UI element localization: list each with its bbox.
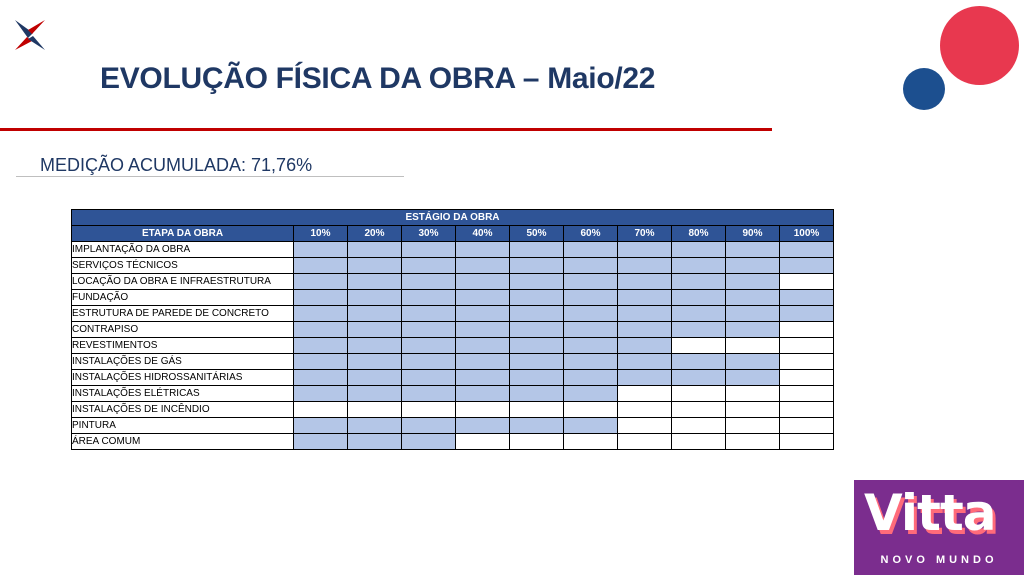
table-row — [72, 258, 834, 274]
progress-cell-done — [726, 354, 780, 370]
progress-cell-done — [348, 386, 402, 402]
progress-cell-done — [294, 418, 348, 434]
progress-cell-done — [672, 354, 726, 370]
progress-cell-done — [510, 274, 564, 290]
progress-cell-done — [780, 242, 834, 258]
progress-cell-done — [510, 386, 564, 402]
progress-cell-empty — [780, 418, 834, 434]
accumulated-measurement: MEDIÇÃO ACUMULADA: 71,76% — [40, 155, 313, 175]
progress-cell-done — [294, 274, 348, 290]
progress-cell-done — [780, 290, 834, 306]
progress-cell-done — [294, 338, 348, 354]
progress-cell-done — [564, 338, 618, 354]
progress-cell-done — [294, 242, 348, 258]
progress-cell-done — [672, 370, 726, 386]
progress-cell-done — [402, 354, 456, 370]
page-title: EVOLUÇÃO FÍSICA DA OBRA – Maio/22 — [100, 62, 656, 95]
progress-cell-empty — [726, 386, 780, 402]
progress-cell-done — [510, 354, 564, 370]
progress-cell-empty — [726, 434, 780, 450]
progress-cell-done — [564, 370, 618, 386]
progress-cell-empty — [780, 338, 834, 354]
table-row — [72, 322, 834, 338]
progress-cell-done — [402, 370, 456, 386]
progress-cell-done — [564, 386, 618, 402]
progress-cell-done — [294, 434, 348, 450]
progress-cell-done — [348, 338, 402, 354]
progress-cell-done — [402, 386, 456, 402]
progress-cell-done — [456, 242, 510, 258]
progress-cell-empty — [510, 434, 564, 450]
progress-cell-done — [564, 290, 618, 306]
progress-cell-done — [456, 290, 510, 306]
stage-column-header: 50% — [510, 226, 564, 242]
progress-cell-done — [672, 274, 726, 290]
progress-cell-empty — [294, 402, 348, 418]
progress-cell-done — [294, 290, 348, 306]
progress-cell-empty — [618, 402, 672, 418]
progress-cell-done — [456, 338, 510, 354]
progress-cell-done — [726, 370, 780, 386]
decorative-circle-red — [940, 6, 1019, 85]
progress-cell-done — [726, 306, 780, 322]
progress-cell-empty — [780, 370, 834, 386]
progress-cell-done — [510, 418, 564, 434]
progress-cell-empty — [780, 386, 834, 402]
etapa-label: IMPLANTAÇÃO DA OBRA — [72, 242, 294, 258]
progress-cell-done — [456, 274, 510, 290]
etapa-label: ÁREA COMUM — [72, 434, 294, 450]
progress-cell-empty — [780, 434, 834, 450]
progress-cell-done — [294, 386, 348, 402]
progress-cell-empty — [456, 402, 510, 418]
progress-cell-done — [618, 338, 672, 354]
stage-column-header: 100% — [780, 226, 834, 242]
progress-cell-done — [672, 242, 726, 258]
progress-cell-done — [348, 354, 402, 370]
progress-cell-empty — [564, 434, 618, 450]
progress-cell-done — [564, 274, 618, 290]
progress-cell-done — [564, 418, 618, 434]
table-row — [72, 418, 834, 434]
progress-cell-empty — [672, 338, 726, 354]
table-row — [72, 242, 834, 258]
table-row — [72, 434, 834, 450]
table-row — [72, 402, 834, 418]
etapa-label: ESTRUTURA DE PAREDE DE CONCRETO — [72, 306, 294, 322]
etapa-label: PINTURA — [72, 418, 294, 434]
progress-cell-done — [510, 258, 564, 274]
progress-cell-done — [672, 306, 726, 322]
progress-cell-done — [456, 418, 510, 434]
etapa-label: SERVIÇOS TÉCNICOS — [72, 258, 294, 274]
progress-cell-done — [618, 322, 672, 338]
progress-cell-done — [564, 258, 618, 274]
progress-cell-empty — [672, 418, 726, 434]
progress-cell-empty — [780, 274, 834, 290]
progress-cell-done — [402, 258, 456, 274]
etapa-label: CONTRAPISO — [72, 322, 294, 338]
progress-cell-done — [726, 322, 780, 338]
progress-cell-empty — [672, 434, 726, 450]
progress-cell-done — [348, 322, 402, 338]
progress-cell-done — [348, 274, 402, 290]
progress-cell-done — [348, 434, 402, 450]
progress-cell-done — [456, 386, 510, 402]
progress-cell-done — [618, 258, 672, 274]
progress-cell-empty — [402, 402, 456, 418]
progress-cell-done — [672, 290, 726, 306]
progress-cell-done — [564, 306, 618, 322]
progress-cell-done — [672, 258, 726, 274]
etapa-label: REVESTIMENTOS — [72, 338, 294, 354]
stage-column-header: 70% — [618, 226, 672, 242]
progress-cell-done — [402, 434, 456, 450]
progress-cell-done — [402, 418, 456, 434]
progress-cell-done — [564, 322, 618, 338]
progress-cell-empty — [618, 434, 672, 450]
etapa-label: INSTALAÇÕES ELÉTRICAS — [72, 386, 294, 402]
progress-cell-done — [402, 290, 456, 306]
progress-cell-empty — [726, 418, 780, 434]
stage-column-header: 10% — [294, 226, 348, 242]
progress-cell-empty — [348, 402, 402, 418]
etapa-label: INSTALAÇÕES DE GÁS — [72, 354, 294, 370]
etapa-label: FUNDAÇÃO — [72, 290, 294, 306]
etapa-column-header: ETAPA DA OBRA — [72, 226, 294, 242]
stage-column-header: 20% — [348, 226, 402, 242]
progress-cell-done — [456, 322, 510, 338]
progress-cell-done — [618, 274, 672, 290]
progress-cell-done — [510, 322, 564, 338]
progress-cell-done — [780, 306, 834, 322]
table-row — [72, 338, 834, 354]
progress-cell-done — [780, 258, 834, 274]
table-row — [72, 354, 834, 370]
title-divider — [0, 128, 772, 131]
progress-cell-done — [564, 354, 618, 370]
decorative-circle-blue — [903, 68, 945, 110]
progress-cell-empty — [618, 418, 672, 434]
progress-cell-done — [510, 370, 564, 386]
progress-cell-empty — [726, 402, 780, 418]
progress-cell-done — [348, 290, 402, 306]
progress-cell-done — [456, 258, 510, 274]
progress-cell-done — [294, 370, 348, 386]
etapa-label: INSTALAÇÕES HIDROSSANITÁRIAS — [72, 370, 294, 386]
progress-cell-empty — [780, 354, 834, 370]
progress-cell-empty — [618, 386, 672, 402]
stage-column-header: 60% — [564, 226, 618, 242]
progress-cell-done — [618, 306, 672, 322]
stage-column-header: 40% — [456, 226, 510, 242]
progress-cell-empty — [564, 402, 618, 418]
brand-tagline: NOVO MUNDO — [880, 554, 998, 566]
progress-cell-done — [618, 370, 672, 386]
progress-cell-done — [402, 322, 456, 338]
progress-cell-empty — [510, 402, 564, 418]
progress-cell-done — [726, 242, 780, 258]
progress-cell-done — [726, 274, 780, 290]
progress-cell-done — [618, 354, 672, 370]
progress-cell-done — [402, 306, 456, 322]
progress-cell-done — [456, 370, 510, 386]
progress-cell-done — [348, 258, 402, 274]
progress-cell-done — [510, 290, 564, 306]
progress-cell-done — [294, 354, 348, 370]
progress-cell-done — [510, 338, 564, 354]
table-row — [72, 290, 834, 306]
progress-table — [71, 209, 834, 450]
subtitle-divider — [16, 176, 404, 177]
progress-cell-done — [456, 306, 510, 322]
stage-column-header: 30% — [402, 226, 456, 242]
progress-cell-done — [402, 338, 456, 354]
x-logo-icon — [13, 18, 47, 52]
progress-cell-done — [456, 354, 510, 370]
progress-cell-done — [672, 322, 726, 338]
table-row — [72, 274, 834, 290]
stage-column-header: 80% — [672, 226, 726, 242]
progress-cell-done — [294, 258, 348, 274]
table-row — [72, 370, 834, 386]
progress-cell-done — [402, 242, 456, 258]
progress-cell-done — [510, 306, 564, 322]
progress-cell-done — [564, 242, 618, 258]
progress-cell-done — [348, 370, 402, 386]
progress-cell-done — [294, 306, 348, 322]
progress-cell-done — [726, 258, 780, 274]
progress-cell-done — [294, 322, 348, 338]
etapa-label: LOCAÇÃO DA OBRA E INFRAESTRUTURA — [72, 274, 294, 290]
progress-cell-empty — [672, 402, 726, 418]
brand-name: Vitta — [864, 484, 996, 542]
progress-cell-done — [348, 306, 402, 322]
etapa-label: INSTALAÇÕES DE INCÊNDIO — [72, 402, 294, 418]
progress-cell-empty — [726, 338, 780, 354]
progress-cell-empty — [672, 386, 726, 402]
progress-cell-empty — [456, 434, 510, 450]
table-row — [72, 386, 834, 402]
vitta-brand-logo — [854, 480, 1024, 575]
stage-column-header: 90% — [726, 226, 780, 242]
progress-cell-empty — [780, 402, 834, 418]
progress-cell-done — [618, 290, 672, 306]
progress-cell-done — [348, 242, 402, 258]
progress-cell-done — [348, 418, 402, 434]
progress-cell-empty — [780, 322, 834, 338]
progress-cell-done — [510, 242, 564, 258]
progress-cell-done — [618, 242, 672, 258]
stage-group-header: ESTÁGIO DA OBRA — [72, 210, 834, 226]
progress-cell-done — [402, 274, 456, 290]
table-row — [72, 306, 834, 322]
progress-cell-done — [726, 290, 780, 306]
